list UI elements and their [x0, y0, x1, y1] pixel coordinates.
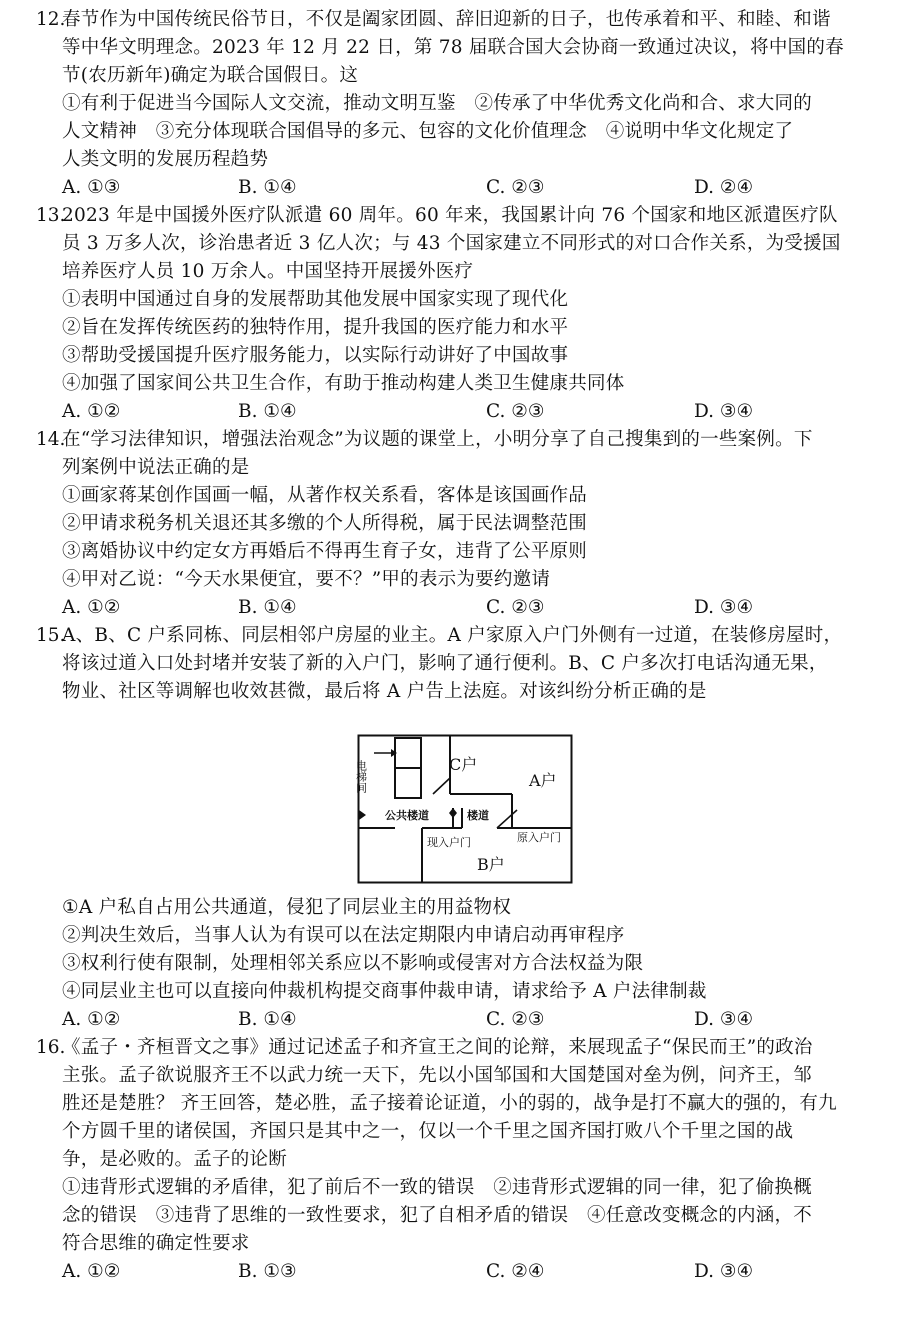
elevator-label: 电梯间	[354, 760, 368, 793]
entrance-marker	[359, 810, 366, 820]
statement-line: 念的错误 ③违背了思维的一致性要求，犯了自相矛盾的错误 ④任意改变概念的内涵，不	[62, 1205, 813, 1226]
question-text-line: 列案例中说法正确的是	[62, 457, 250, 478]
a-unit-label: A户	[529, 771, 557, 790]
question-number: 14.	[36, 429, 66, 450]
statement-line: 人类文明的发展历程趋势	[62, 149, 269, 170]
option-a[interactable]: A. ①②	[62, 597, 121, 618]
elevator-shaft	[395, 738, 421, 768]
option-d[interactable]: D. ③④	[694, 1261, 754, 1282]
answer-options	[62, 594, 880, 622]
door-swing	[433, 778, 450, 794]
statement-line: ④加强了国家间公共卫生合作，有助于推动构建人类卫生健康共同体	[62, 373, 625, 394]
question-number: 12.	[36, 9, 66, 30]
statement-line: 符合思维的确定性要求	[62, 1233, 250, 1254]
question-text-line: 争，是必败的。孟子的论断	[62, 1149, 288, 1170]
option-d[interactable]: D. ③④	[694, 597, 754, 618]
question-text-line: 春节作为中国传统民俗节日，不仅是阖家团圆、辞旧迎新的日子，也传承着和平、和睦、和谐	[62, 9, 831, 30]
old-door-label: 原入户门	[517, 831, 561, 844]
option-a[interactable]: A. ①②	[62, 1261, 121, 1282]
statement-line: ①表明中国通过自身的发展帮助其他发展中国家实现了现代化	[62, 289, 569, 310]
statement-line: ④甲对乙说：“今天水果便宜，要不？”甲的表示为要约邀请	[62, 569, 551, 590]
option-b[interactable]: B. ①③	[238, 1261, 297, 1282]
option-c[interactable]: C. ②③	[486, 177, 545, 198]
option-c[interactable]: C. ②③	[486, 597, 545, 618]
floor-plan-svg	[354, 734, 573, 884]
statement-line: ③帮助受援国提升医疗服务能力，以实际行动讲好了中国故事	[62, 345, 569, 366]
option-b[interactable]: B. ①④	[238, 597, 297, 618]
question-text-line: 在“学习法律知识，增强法治观念”为议题的课堂上，小明分享了自己搜集到的一些案例。下	[62, 429, 813, 450]
question-text-line: 2023 年是中国援外医疗队派遣 60 周年。60 年来，我国累计向 76 个国家和地区派遣医疗队	[62, 205, 838, 226]
floor-plan-diagram	[354, 734, 573, 884]
question-text-line: 个方圆千里的诸侯国，齐国只是其中之一，仅以一个千里之国齐国打败八个千里之国的战	[62, 1121, 794, 1142]
statement-line: ④同层业主也可以直接向仲裁机构提交商事仲裁申请，请求给予 A 户法律制裁	[62, 981, 707, 1002]
question-text-line: 节(农历新年)确定为联合国假日。这	[62, 65, 359, 86]
new-door-label: 现入户门	[427, 836, 471, 849]
option-b[interactable]: B. ①④	[238, 401, 297, 422]
answer-options	[62, 174, 880, 202]
answer-options	[62, 1258, 880, 1286]
corridor-marker	[449, 808, 457, 818]
b-unit-label: B户	[477, 855, 505, 874]
statement-line: ②甲请求税务机关退还其多缴的个人所得税，属于民法调整范围	[62, 513, 588, 534]
statement-line: ②旨在发挥传统医药的独特作用，提升我国的医疗能力和水平	[62, 317, 569, 338]
question-number: 16.	[36, 1037, 66, 1058]
option-c[interactable]: C. ②③	[486, 1009, 545, 1030]
statement-line: ③权利行使有限制，处理相邻关系应以不影响或侵害对方合法权益为限	[62, 953, 644, 974]
question-text-line: 《孟子・齐桓晋文之事》通过记述孟子和齐宣王之间的论辩，来展现孟子“保民而王”的政治	[62, 1037, 813, 1058]
question-number: 13.	[36, 205, 66, 226]
answer-options	[62, 1006, 880, 1034]
statement-line: 人文精神 ③充分体现联合国倡导的多元、包容的文化价值理念 ④说明中华文化规定了	[62, 121, 794, 142]
c-unit-label: C户	[449, 755, 478, 774]
statement-line: ①违背形式逻辑的矛盾律，犯了前后不一致的错误 ②违背形式逻辑的同一律，犯了偷换概	[62, 1177, 813, 1198]
option-d[interactable]: D. ③④	[694, 401, 754, 422]
door-swing	[497, 810, 517, 828]
question-text-line: 等中华文明理念。2023 年 12 月 22 日，第 78 届联合国大会协商一致通过决议，将中国的春	[62, 37, 844, 58]
question-text-line: 主张。孟子欲说服齐王不以武力统一天下，先以小国邹国和大国楚国对垒为例，问齐王，邹	[62, 1065, 813, 1086]
statement-line: ③离婚协议中约定女方再婚后不得再生育子女，违背了公平原则	[62, 541, 588, 562]
option-c[interactable]: C. ②③	[486, 401, 545, 422]
question-text-line: A、B、C 户系同栋、同层相邻户房屋的业主。A 户家原入户门外侧有一过道，在装修房屋时，	[62, 625, 843, 646]
elevator-shaft	[395, 768, 421, 798]
option-c[interactable]: C. ②④	[486, 1261, 545, 1282]
question-text-line: 胜还是楚胜？ 齐王回答，楚必胜，孟子接着论证道，小的弱的，战争是打不赢大的强的，有九	[62, 1093, 837, 1114]
statement-line: ①有利于促进当今国际人文交流，推动文明互鉴 ②传承了中华优秀文化尚和合、求大同的	[62, 93, 813, 114]
option-a[interactable]: A. ①②	[62, 401, 121, 422]
public-corridor-label: 公共楼道	[385, 809, 429, 822]
question-text-line: 物业、社区等调解也收效甚微，最后将 A 户告上法庭。对该纠纷分析正确的是	[62, 681, 707, 702]
question-number: 15.	[36, 625, 66, 646]
corridor-label: 楼道	[467, 809, 489, 822]
option-a[interactable]: A. ①②	[62, 1009, 121, 1030]
option-a[interactable]: A. ①③	[62, 177, 121, 198]
answer-options	[62, 398, 880, 426]
question-text-line: 培养医疗人员 10 万余人。中国坚持开展援外医疗	[62, 261, 474, 282]
question-text-line: 员 3 万多人次，诊治患者近 3 亿人次；与 43 个国家建立不同形式的对口合作关系，为受援国	[62, 233, 841, 254]
option-d[interactable]: D. ③④	[694, 1009, 754, 1030]
option-d[interactable]: D. ②④	[694, 177, 754, 198]
question-text-line: 将该过道入口处封堵并安装了新的入户门，影响了通行便利。B、C 户多次打电话沟通无果，	[62, 653, 828, 674]
option-b[interactable]: B. ①④	[238, 177, 297, 198]
statement-line: ①A 户私自占用公共通道，侵犯了同层业主的用益物权	[62, 897, 512, 918]
option-b[interactable]: B. ①④	[238, 1009, 297, 1030]
statement-line: ②判决生效后，当事人认为有误可以在法定期限内申请启动再审程序	[62, 925, 625, 946]
statement-line: ①画家蒋某创作国画一幅，从著作权关系看，客体是该国画作品	[62, 485, 588, 506]
